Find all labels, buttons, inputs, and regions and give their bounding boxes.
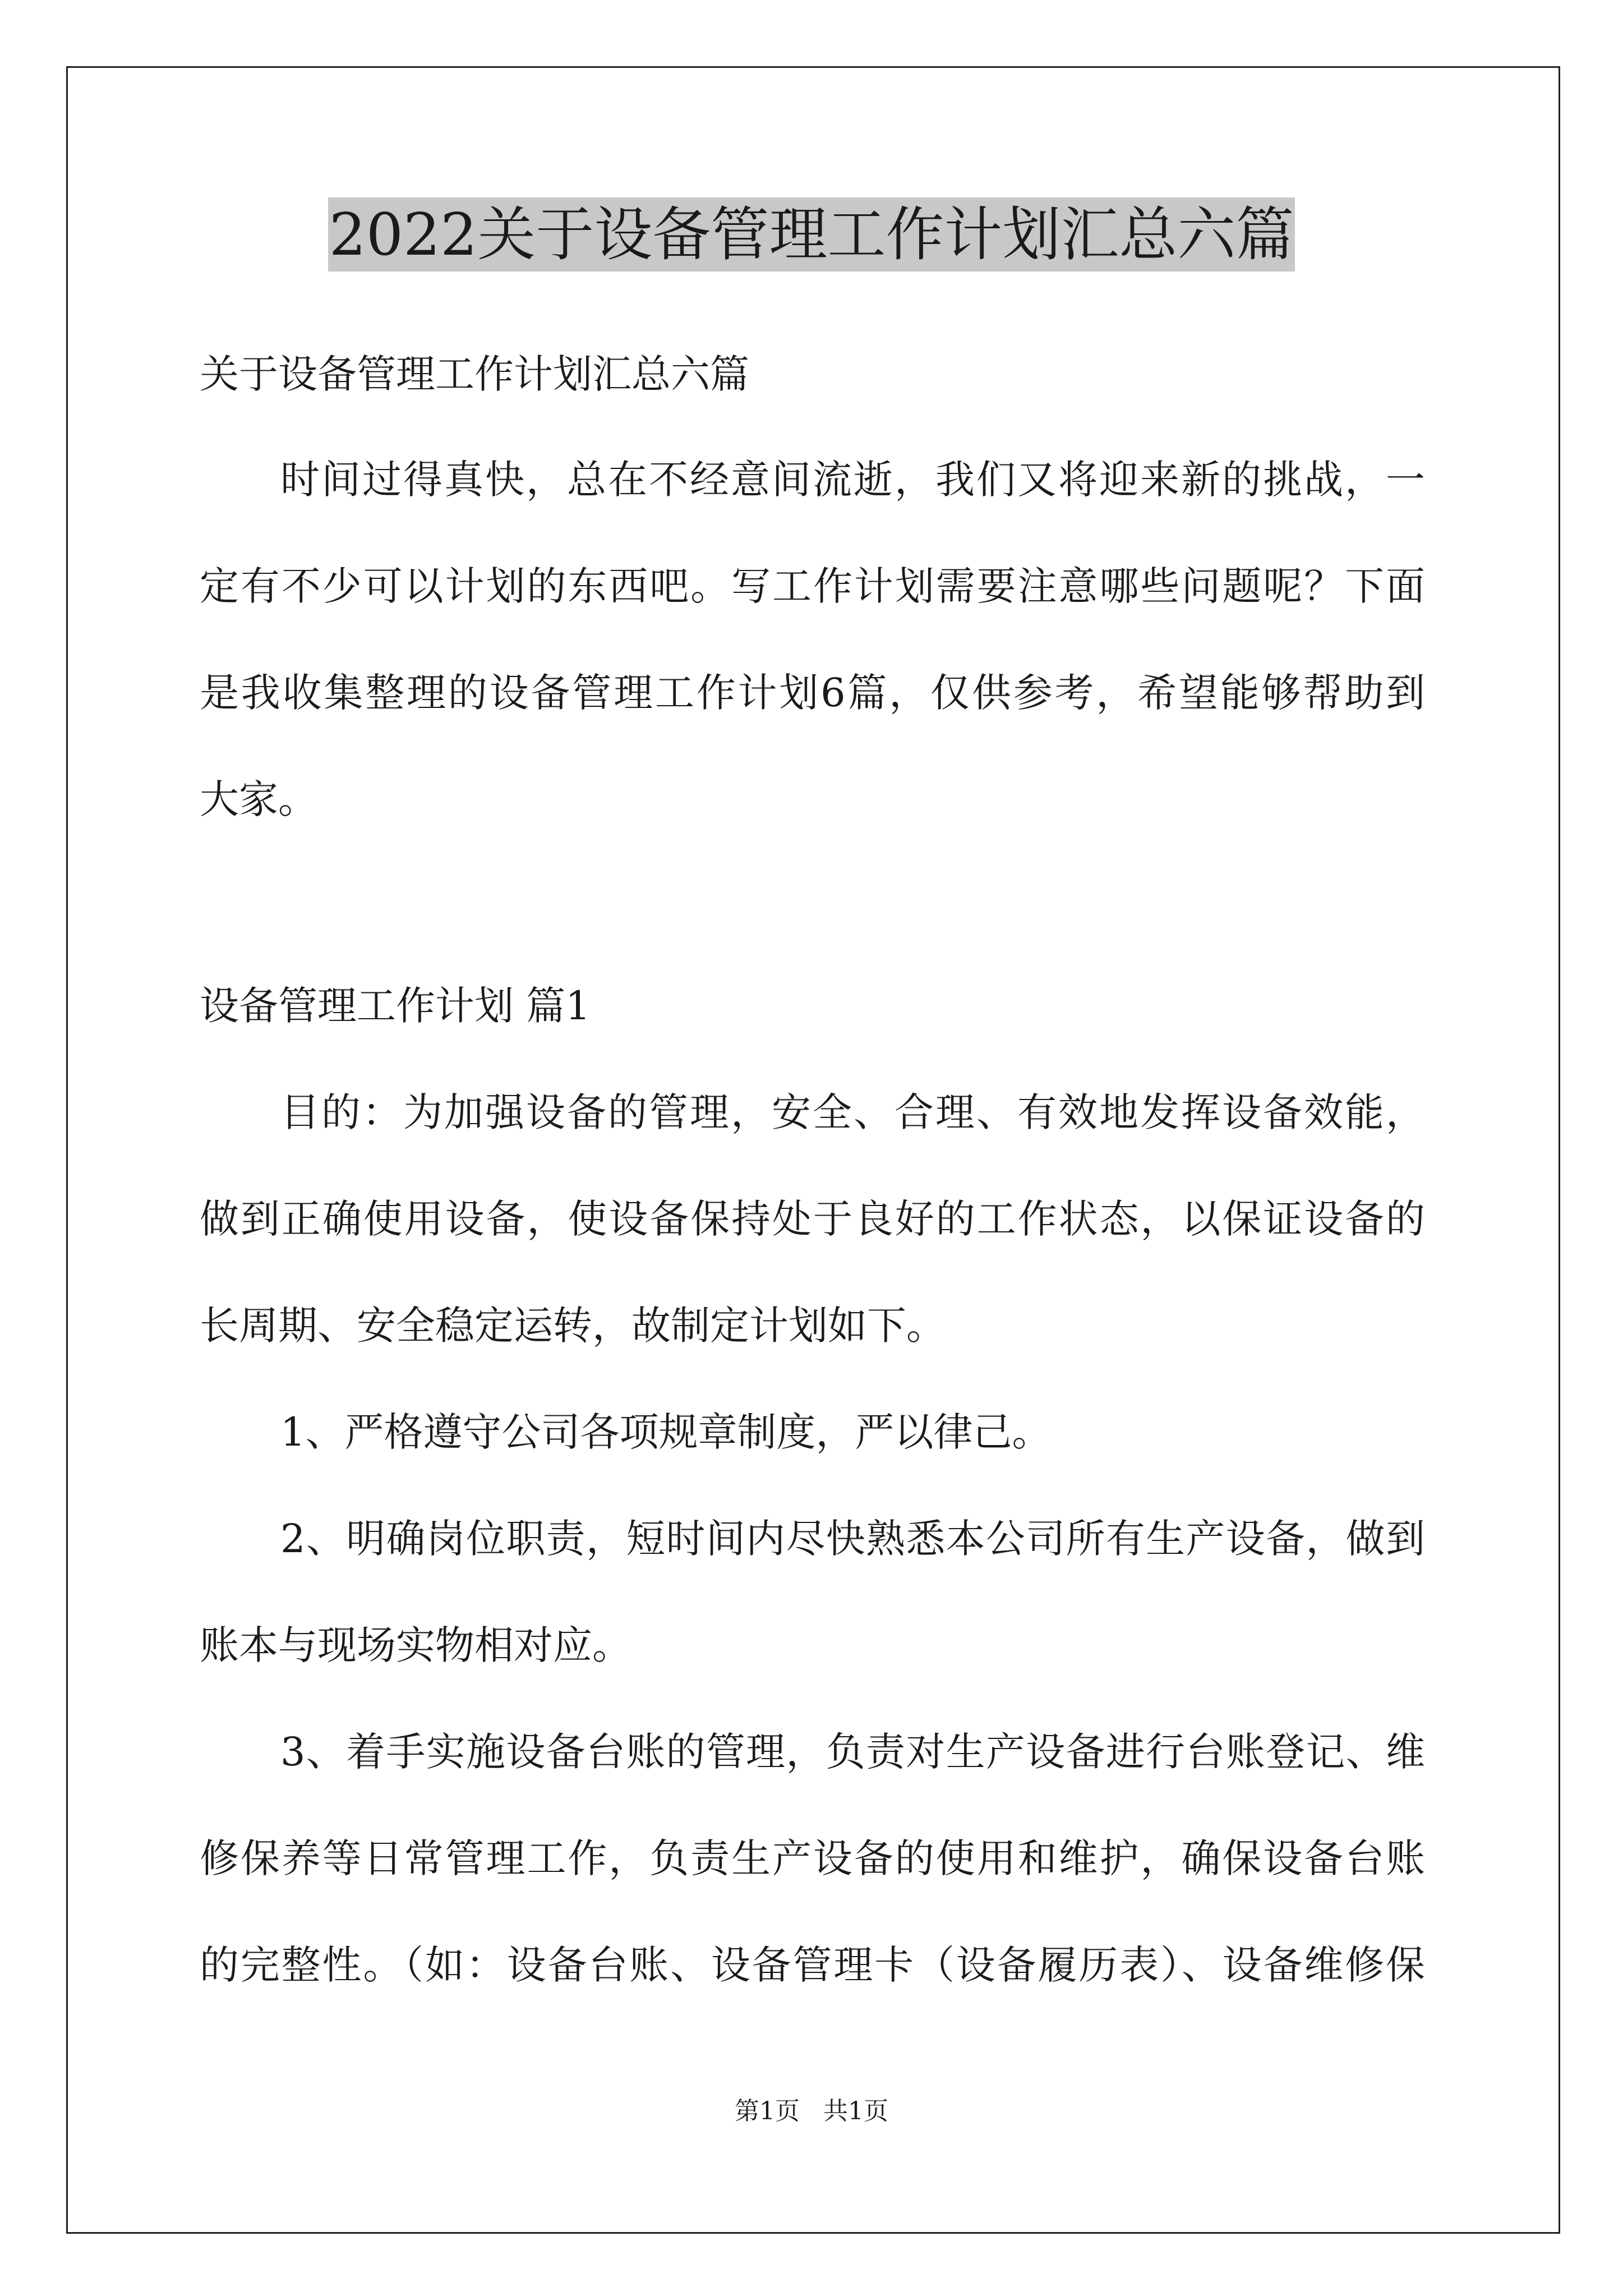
paragraph-line: 大家。 <box>200 776 317 822</box>
title-container <box>0 197 1623 272</box>
paragraph-line: 目的：为加强设备的管理，安全、合理、有效地发挥设备效能， <box>280 1089 1425 1135</box>
page-footer: 第1页 共1页 <box>735 2097 888 2125</box>
list-item-3: 3、着手实施设备台账的管理，负责对生产设备进行台账登记、维 <box>280 1729 1425 1775</box>
paragraph-line: 长周期、安全稳定运转，故制定计划如下。 <box>200 1303 946 1349</box>
paragraph-line: 定有不少可以计划的东西吧。写工作计划需要注意哪些问题呢？下面 <box>200 563 1425 609</box>
paragraph-line: 账本与现场实物相对应。 <box>200 1622 631 1668</box>
subtitle-line: 关于设备管理工作计划汇总六篇 <box>200 351 749 397</box>
paragraph-line: 时间过得真快，总在不经意间流逝，我们又将迎来新的挑战，一 <box>280 457 1425 503</box>
paragraph-line: 修保养等日常管理工作，负责生产设备的使用和维护，确保设备台账 <box>200 1835 1425 1881</box>
paragraph-line: 是我收集整理的设备管理工作计划6篇，仅供参考，希望能够帮助到 <box>200 670 1425 716</box>
list-item-2: 2、明确岗位职责，短时间内尽快熟悉本公司所有生产设备，做到 <box>280 1516 1425 1562</box>
document-title: 2022关于设备管理工作计划汇总六篇 <box>328 197 1295 272</box>
paragraph-line: 做到正确使用设备，使设备保持处于良好的工作状态，以保证设备的 <box>200 1196 1425 1242</box>
paragraph-line: 的完整性。（如：设备台账、设备管理卡（设备履历表）、设备维修保 <box>200 1942 1425 1988</box>
list-item-1: 1、严格遵守公司各项规章制度，严以律己。 <box>280 1409 1052 1455</box>
section-heading: 设备管理工作计划 篇1 <box>200 983 591 1029</box>
